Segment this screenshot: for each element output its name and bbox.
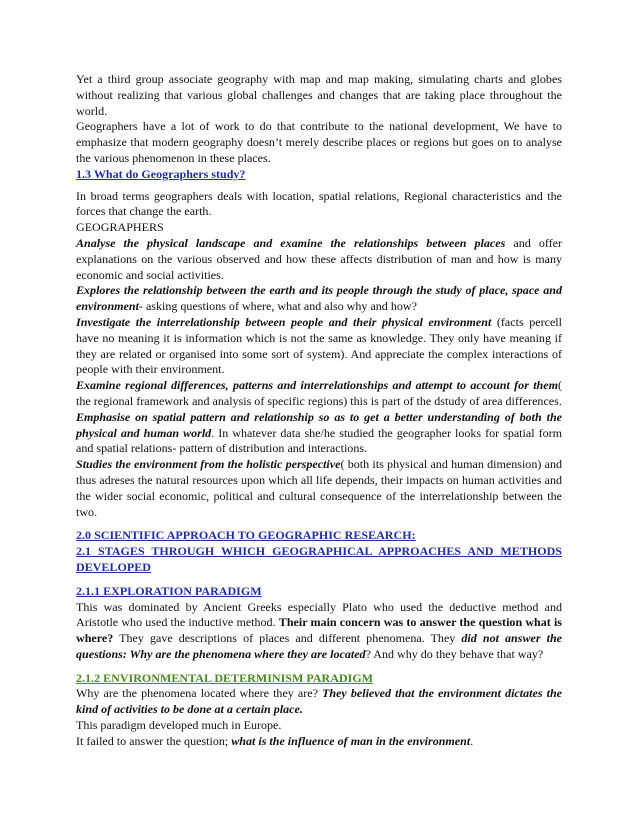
paragraph-national-development: Geographers have a lot of work to do that contribute to the national development, We have to emphasize that modern geography doesn’t merely describe places or regions but goes on to analyse the various phenomenon in these places.: [76, 119, 562, 165]
lead-text: Studies the environment from the holistic perspective: [76, 457, 341, 472]
paragraph-broad-terms: In broad terms geographers deals with location, spatial relations, Regional characteristics and the forces that change the earth.: [76, 188, 562, 219]
body-text: ( the regional framework and analysis of specific regions) this is part of the dstudy of area differences.: [76, 378, 562, 408]
paragraph-investigate: [76, 315, 562, 378]
lead-text: Explores the relationship between the earth and its people through the study of place, space and environment: [76, 283, 562, 314]
body-text: ? And why do they behave that way?: [365, 646, 544, 661]
lead-text: Examine regional differences, patterns and interrelationships and attempt to account for them: [76, 378, 558, 393]
lead-text: Analyse the physical landscape and examine the relationships between places: [76, 235, 506, 250]
paragraph-emphasise: [76, 410, 562, 457]
body-text: This was dominated by Ancient Greeks especially Plato who used the deductive method and Aristotle who used the inductive method.: [76, 599, 562, 630]
bold-italic-text: what is the influence of man in the environment: [231, 733, 471, 748]
body-text: Why are the phenomena located where they are?: [76, 686, 323, 701]
body-text: .: [470, 733, 474, 748]
body-text: They gave descriptions of places and different phenomena. They: [113, 631, 462, 646]
body-text: ( both its physical and human dimension) and thus adreses the natural resources upon which all life depends, their impacts on human activities and the wider social economic, political and cultural consequence of the interrelationship between the two.: [76, 457, 562, 519]
body-text: and offer explanations on the various observed and how these affects distribution of man and how is many economic and social activities.: [76, 235, 563, 282]
bold-italic-text: They believed that the environment dictates the kind of activities to be done at a certain place.: [76, 686, 562, 717]
paragraph-failed: [76, 734, 562, 750]
body-text: . In whatever data she/he studied the geographer looks for spatial form and spatial relations- pattern of distribution and interactions.: [76, 425, 562, 456]
lead-text: Emphasise on spatial pattern and relationship so as to get a better understanding of both the physical and human world: [76, 409, 562, 440]
lead-text: Investigate the interrelationship between people and their physical environment: [76, 314, 492, 329]
body-text: - asking questions of where, what and also why and how?: [138, 299, 417, 314]
bold-italic-text: did not answer the questions: Why are the phenomena where they are located: [76, 631, 562, 661]
paragraph-exploration: [76, 600, 562, 663]
paragraph-explores: [76, 283, 562, 315]
heading-2-0: 2.0 SCIENTIFIC APPROACH TO GEOGRAPHIC RESEARCH:: [76, 528, 416, 543]
body-text: (facts percell have no meaning it is information which is not the same as knowledge. They only have meaning if they are related or organised into some sort of system). And appreciate the complex interactions of people with their environment.: [76, 314, 562, 377]
heading-1-3: 1.3 What do Geographers study?: [76, 166, 246, 181]
paragraph-europe: This paradigm developed much in Europe.: [76, 718, 282, 733]
heading-2-1-2: 2.1.2 ENVIRONMENTAL DETERMINISM PARADIGM: [76, 670, 374, 685]
body-text: It failed to answer the question;: [76, 733, 232, 748]
paragraph-maps: Yet a third group associate geography with map and map making, simulating charts and globes without realizing that various global challenges and changes that are taking place throughout the world.: [76, 72, 562, 118]
bold-text: Their main concern was to answer the question what is where?: [76, 615, 562, 646]
heading-2-1-1: 2.1.1 EXPLORATION PARADIGM: [76, 583, 262, 598]
paragraph-studies: [76, 457, 562, 520]
heading-2-1: 2.1 STAGES THROUGH WHICH GEOGRAPHICAL APPROACHES AND METHODS DEVELOPED: [76, 544, 562, 574]
paragraph-determinism: [76, 686, 562, 718]
paragraph-analyse: [76, 236, 562, 283]
label-geographers: GEOGRAPHERS: [76, 220, 164, 235]
paragraph-examine: [76, 378, 562, 410]
